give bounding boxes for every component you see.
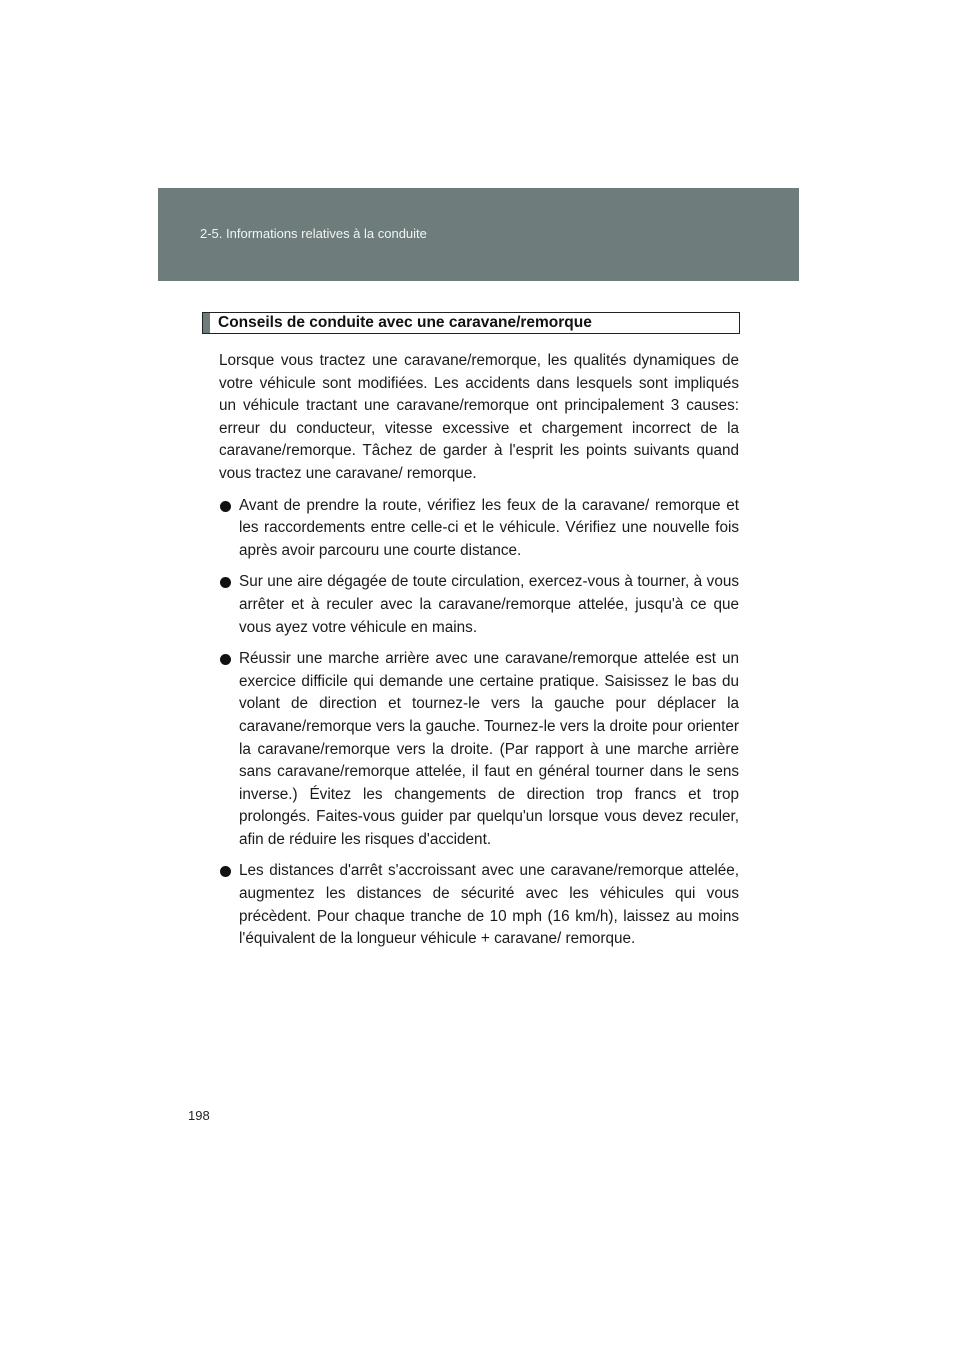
list-item: [219, 495, 739, 563]
chapter-header-band: [158, 188, 799, 281]
list-item-text: Avant de prendre la route, vérifiez les feux de la caravane/ remorque et les raccordements entre celle-ci et le véhicule. Vérifiez une nouvelle fois après avoir parcouru une courte distance.: [239, 496, 739, 559]
bullet-dot-icon: [220, 866, 231, 877]
list-item-text: Réussir une marche arrière avec une caravane/remorque attelée est un exercice difficile qui demande une certaine pratique. Saisissez le bas du volant de direction et tournez-le vers la gauche pour déplacer la caravane/remorque vers la gauche. Tournez-le vers la droite pour orienter la caravane/remorque vers la droite. (Par rapport à une marche arrière sans caravane/remorque attelée, il faut en général tourner dans le sens inverse.) Évitez les changements de direction trop francs et trop prolongés. Faites-vous guider par quelqu'un lorsque vous devez reculer, afin de réduire les risques d'accident.: [239, 650, 739, 848]
list-item: [219, 860, 739, 950]
tips-list: [219, 495, 739, 951]
body-content: [219, 350, 739, 960]
heading-accent-bar: [203, 313, 210, 333]
list-item: [219, 571, 739, 639]
section-heading: Conseils de conduite avec une caravane/remorque: [218, 314, 592, 331]
bullet-dot-icon: [220, 577, 231, 588]
list-item-text: Les distances d'arrêt s'accroissant avec une caravane/remorque attelée, augmentez les distances de sécurité avec les véhicules qui vous précèdent. Pour chaque tranche de 10 mph (16 km/h), laissez au moins l'équivalent de la longueur véhicule + caravane/ remorque.: [239, 862, 739, 948]
bullet-dot-icon: [220, 654, 231, 665]
list-item-text: Sur une aire dégagée de toute circulation, exercez-vous à tourner, à vous arrêter et à reculer avec la caravane/remorque attelée, jusqu'à ce que vous ayez votre véhicule en mains.: [239, 573, 739, 636]
list-item: [219, 648, 739, 851]
page-number: 198: [188, 1108, 210, 1123]
section-label: 2-5. Informations relatives à la conduite: [200, 226, 427, 241]
intro-paragraph: Lorsque vous tractez une caravane/remorque, les qualités dynamiques de votre véhicule sont modifiées. Les accidents dans lesquels sont impliqués un véhicule tractant une caravane/remorque ont principalement 3 causes: erreur du conducteur, vitesse excessive et chargement incorrect de la caravane/remorque. Tâchez de garder à l'esprit les points suivants quand vous tractez une caravane/ remorque.: [219, 352, 739, 482]
bullet-dot-icon: [220, 501, 231, 512]
section-heading-box: [202, 312, 740, 334]
